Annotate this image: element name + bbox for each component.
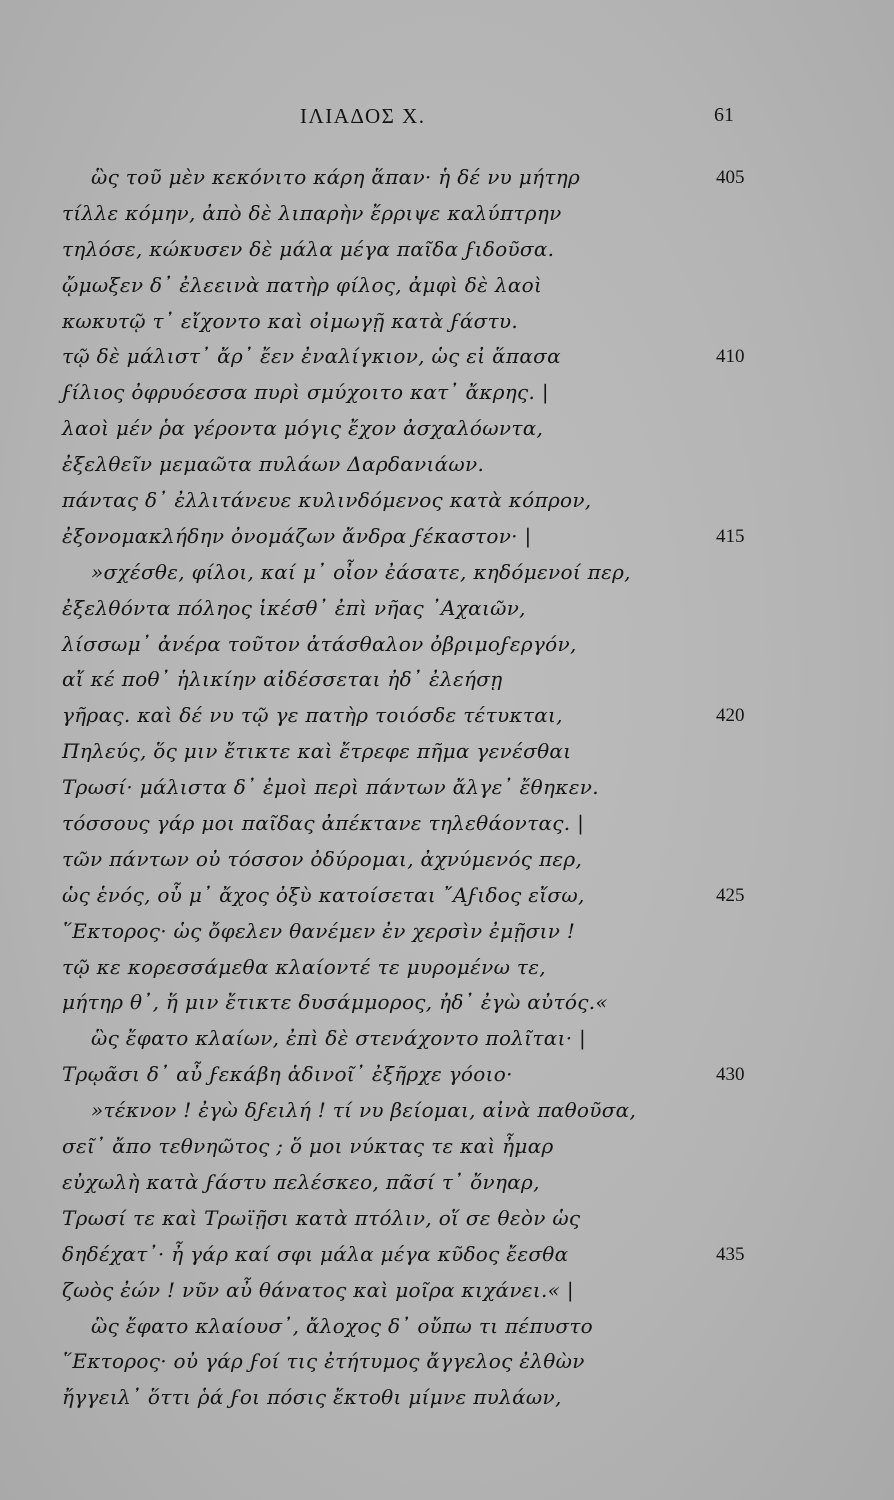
verse-line	[0, 1057, 894, 1093]
verse-text: τηλόσε, κώκυσεν δὲ μάλα μέγα παῖδα ϝιδοῦσα.	[62, 236, 555, 261]
verse-line	[0, 1165, 894, 1201]
verse-text: ὣς ἔφατο κλαίουσ᾽, ἄλοχος δ᾽ οὔπω τι πέπυστο	[91, 1313, 594, 1338]
verse-text: εὐχωλὴ κατὰ ϝάστυ πελέσκεο, πᾶσί τ᾽ ὄνηαρ,	[62, 1169, 540, 1194]
verse-line	[0, 1380, 894, 1416]
verse-text: γῆρας. καὶ δέ νυ τῷ γε πατὴρ τοιόσδε τέτυκται,	[62, 703, 563, 728]
verse-line	[0, 1093, 894, 1129]
verse-text: Πηλεύς, ὅς μιν ἔτικτε καὶ ἔτρεφε πῆμα γενέσθαι	[62, 739, 572, 764]
verse-line	[0, 447, 894, 483]
line-number: 425	[716, 884, 745, 906]
verse-text: τόσσους γάρ μοι παῖδας ἀπέκτανε τηλεθάοντας. |	[62, 811, 585, 836]
verse-line	[0, 770, 894, 806]
verse-text: πάντας δ᾽ ἐλλιτάνευε κυλινδόμενος κατὰ κόπρον,	[62, 488, 592, 513]
verse-text: ἤγγειλ᾽ ὅττι ῥά ϝοι πόσις ἔκτοθι μίμνε πυλάων,	[62, 1385, 562, 1410]
verse-line	[0, 1129, 894, 1165]
verse-text: ᾤμωξεν δ᾽ ἐλεεινὰ πατὴρ φίλος, ἀμφὶ δὲ λαοὶ	[62, 272, 543, 297]
verse-text: ὣς ἔφατο κλαίων, ἐπὶ δὲ στενάχοντο πολῖται· |	[91, 1026, 587, 1051]
verse-text: Τρῳᾶσι δ᾽ αὖ ϝεκάβη ἁδινοῖ᾽ ἐξῆρχε γόοιο·	[62, 1062, 513, 1087]
verse-line	[0, 591, 894, 627]
verse-line	[0, 268, 894, 304]
line-number: 415	[716, 525, 745, 547]
verse-line	[0, 1201, 894, 1237]
verse-text: τῶν πάντων οὐ τόσσον ὀδύρομαι, ἀχνύμενός περ,	[62, 846, 583, 871]
verse-text: ἐξελθόντα πόληος ἱκέσθ᾽ ἐπὶ νῆας ᾽Αχαιῶν,	[62, 595, 526, 620]
line-number: 430	[716, 1064, 745, 1086]
verse-line	[0, 985, 894, 1021]
verse-line	[0, 698, 894, 734]
verse-text: »σχέσθε, φίλοι, καί μ᾽ οἶον ἐάσατε, κηδόμενοί περ,	[91, 559, 631, 584]
verse-line	[0, 806, 894, 842]
verse-text: λίσσωμ᾽ ἀνέρα τοῦτον ἀτάσθαλον ὀβριμοϝεργόν,	[62, 631, 577, 656]
verse-text: λαοὶ μέν ῥα γέροντα μόγις ἔχον ἀσχαλόωντα,	[62, 416, 544, 441]
verse-line	[0, 339, 894, 375]
line-number: 435	[716, 1243, 745, 1265]
verse-text: ἐξελθεῖν μεμαῶτα πυλάων Δαρδανιάων.	[62, 452, 485, 477]
verse-text: ὡς ἑνός, οὗ μ᾽ ἄχος ὀξὺ κατοίσεται ῎Αϝιδος εἴσω,	[62, 882, 585, 907]
verse-text: Τρωσί τε καὶ Τρωϊῇσι κατὰ πτόλιν, οἵ σε θεὸν ὡς	[62, 1205, 581, 1230]
verse-text: σεῖ᾽ ἄπο τεθνηῶτος ; ὅ μοι νύκτας τε καὶ ἦμαρ	[62, 1134, 554, 1159]
verse-line	[0, 160, 894, 196]
verse-text: τίλλε κόμην, ἀπὸ δὲ λιπαρὴν ἔρριψε καλύπτρην	[62, 200, 562, 225]
verse-text: δηδέχατ᾽· ἦ γάρ καί σφι μάλα μέγα κῦδος ἔεσθα	[62, 1241, 569, 1266]
verse-line	[0, 304, 894, 340]
verse-line	[0, 1273, 894, 1309]
verse-text: αἴ κέ ποθ᾽ ἡλικίην αἰδέσσεται ἠδ᾽ ἐλεήσῃ	[62, 667, 503, 692]
verse-line	[0, 411, 894, 447]
running-head	[0, 104, 894, 134]
verse-line	[0, 196, 894, 232]
line-number: 420	[716, 705, 745, 727]
verse-text: ζωὸς ἐών ! νῦν αὖ θάνατος καὶ μοῖρα κιχάνει.« |	[62, 1277, 574, 1302]
verse-line	[0, 914, 894, 950]
verse-text: »τέκνον ! ἐγὼ δϝειλή ! τί νυ βείομαι, αἰνὰ παθοῦσα,	[91, 1098, 637, 1123]
verse-line	[0, 1344, 894, 1380]
verse-line	[0, 842, 894, 878]
verse-text: τῷ δὲ μάλιστ᾽ ἄρ᾽ ἔεν ἐναλίγκιον, ὡς εἰ ἅπασα	[62, 344, 561, 369]
verse-text: ϝίλιος ὀφρυόεσσα πυρὶ σμύχοιτο κατ᾽ ἄκρης. |	[62, 380, 549, 405]
verse-line	[0, 375, 894, 411]
verse-block	[0, 160, 894, 1416]
verse-text: ὣς τοῦ μὲν κεκόνιτο κάρη ἅπαν· ἡ δέ νυ μήτηρ	[91, 165, 581, 189]
verse-line	[0, 878, 894, 914]
verse-text: ῞Εκτορος· ὡς ὄφελεν θανέμεν ἐν χερσὶν ἐμῇσιν !	[62, 918, 576, 943]
verse-line	[0, 232, 894, 268]
verse-line	[0, 950, 894, 986]
verse-text: μήτηρ θ᾽, ἥ μιν ἔτικτε δυσάμμορος, ἠδ᾽ ἐγὼ αὐτός.«	[62, 990, 608, 1015]
running-title: ΙΛΙΑΔΟΣ Χ.	[300, 104, 426, 128]
verse-text: Τρωσί· μάλιστα δ᾽ ἐμοὶ περὶ πάντων ἄλγε᾽ ἔθηκεν.	[62, 775, 599, 800]
verse-line	[0, 483, 894, 519]
verse-text: ῞Εκτορος· οὐ γάρ ϝοί τις ἐτήτυμος ἄγγελος ἐλθὼν	[62, 1349, 585, 1374]
verse-text: τῷ κε κορεσσάμεθα κλαίοντέ τε μυρομένω τε,	[62, 954, 546, 979]
verse-line	[0, 734, 894, 770]
line-number: 410	[716, 346, 745, 368]
verse-line	[0, 1021, 894, 1057]
verse-line	[0, 1237, 894, 1273]
verse-line	[0, 662, 894, 698]
line-number: 405	[716, 167, 745, 188]
verse-line	[0, 555, 894, 591]
verse-text: κωκυτῷ τ᾽ εἴχοντο καὶ οἰμωγῇ κατὰ ϝάστυ.	[62, 308, 519, 333]
verse-line	[0, 627, 894, 663]
verse-line	[0, 519, 894, 555]
verse-text: ἐξονομακλήδην ὀνομάζων ἄνδρα ϝέκαστον· |	[62, 523, 532, 548]
verse-line	[0, 1309, 894, 1345]
page-number: 61	[714, 104, 734, 126]
